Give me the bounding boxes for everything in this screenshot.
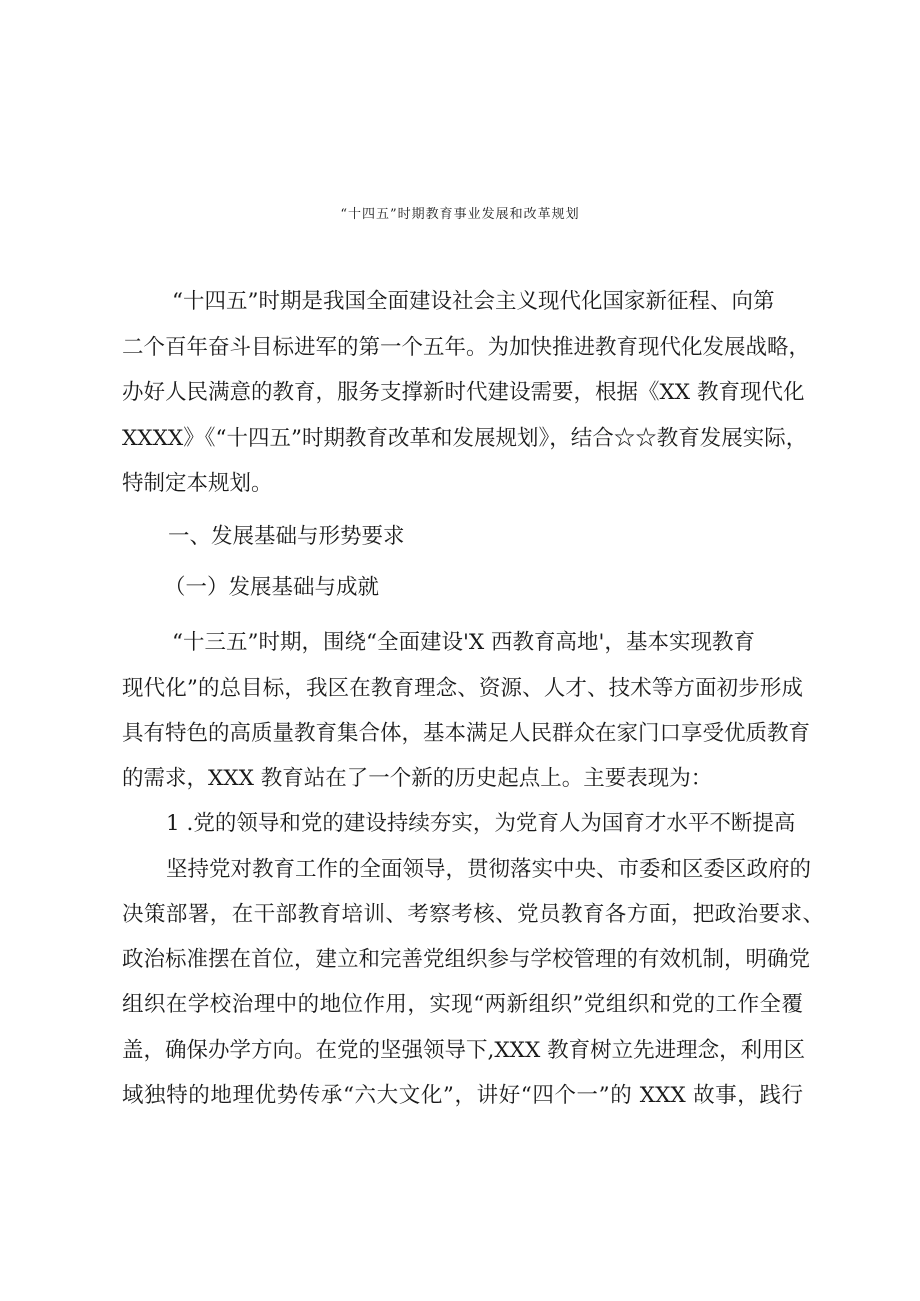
item-paragraph-line-6: 域独特的地理优势传承“六大文化”，讲好“四个一”的 XXX 故事，践行 [122,1083,803,1108]
intro-line-1: “十四五”时期是我国全面建设社会主义现代化国家新征程、向第 [172,289,775,314]
document-title: “十四五”时期教育事业发展和改革规划 [340,207,580,222]
section-heading: 一、发展基础与形势要求 [168,524,405,549]
item-paragraph-line-1: 坚持党对教育工作的全面领导，贯彻落实中央、市委和区委区政府的 [166,857,812,882]
item-paragraph-line-5: 盖，确保办学方向。在党的坚强领导下,XXX 教育树立先进理念，利用区 [122,1038,806,1063]
subsection-paragraph-line-2: 现代化”的总目标，我区在教育理念、资源、人才、技术等方面初步形成 [122,676,803,701]
item-paragraph-line-3: 政治标准摆在首位，建立和完善党组织参与学校管理的有效机制，明确党 [122,947,811,972]
item-heading: 1 .党的领导和党的建设持续夯实，为党育人为国育才水平不断提高 [166,811,796,836]
intro-line-3: 办好人民满意的教育，服务支撑新时代建设需要，根据《XX 教育现代化 [122,380,805,405]
item-paragraph-line-4: 组织在学校治理中的地位作用，实现“两新组织”党组织和党的工作全覆 [122,992,803,1017]
subsection-paragraph-line-4: 的需求，XXX 教育站在了一个新的历史起点上。主要表现为： [122,766,713,791]
item-paragraph-line-2: 决策部署，在干部教育培训、考察考核、党员教育各方面，把政治要求、 [122,902,824,927]
subsection-paragraph-line-1: “十三五”时期，围绕“全面建设'X 西教育高地'，基本实现教育 [172,630,755,655]
intro-line-2: 二个百年奋斗目标进军的第一个五年。为加快推进教育现代化发展战略， [122,335,811,360]
subsection-heading: （一）发展基础与成就 [164,575,380,600]
intro-line-4: XXXX》《“十四五”时期教育改革和发展规划》，结合☆☆教育发展实际， [122,426,808,451]
intro-line-5: 特制定本规划。 [122,471,273,496]
subsection-paragraph-line-3: 具有特色的高质量教育集合体，基本满足人民群众在家门口享受优质教育 [122,721,811,746]
